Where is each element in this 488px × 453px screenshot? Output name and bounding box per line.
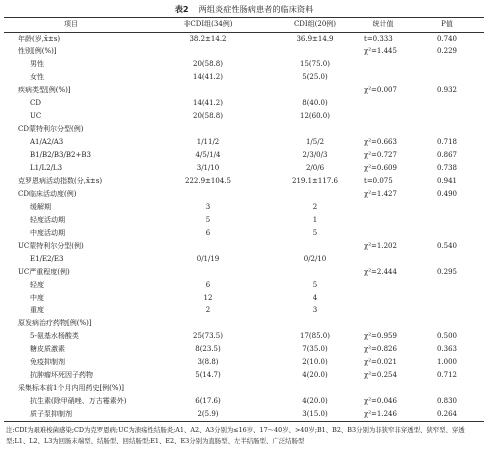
- cell-c4: χ²=1.202: [364, 241, 397, 250]
- cell-c3: 3: [312, 306, 318, 315]
- cell-c2: 25(73.5): [193, 332, 223, 341]
- table-row: [4, 382, 484, 395]
- cell-c2: 5: [205, 215, 211, 224]
- header-non-cdi: 非CDI组(34例): [183, 20, 233, 28]
- cell-c4: χ²=0.663: [364, 138, 397, 147]
- cell-c5: 0.540: [436, 241, 458, 250]
- table-row: [4, 240, 484, 253]
- cell-c3: 1: [312, 215, 318, 224]
- header-statistic: 统计值: [372, 20, 394, 28]
- cell-c5: 0.363: [436, 345, 458, 354]
- table-row: [4, 343, 484, 356]
- table-header-row: [4, 18, 484, 31]
- cell-c2: 14(41.2): [193, 73, 223, 82]
- cell-c2: 2(5.9): [197, 410, 219, 419]
- cell-c3: 17(85.0): [300, 332, 330, 341]
- cell-c1: UC严重程度(例): [18, 267, 70, 276]
- table-row: [4, 317, 484, 330]
- cell-c2: 20(58.8): [193, 60, 223, 69]
- table-row: [4, 71, 484, 84]
- cell-c5: 0.718: [436, 138, 458, 147]
- cell-c4: χ²=0.727: [364, 151, 397, 160]
- cell-c5: 0.229: [436, 47, 458, 56]
- cell-c1: 性别[例(%)]: [18, 47, 57, 56]
- table-row: [4, 356, 484, 369]
- cell-c2: 222.9±104.5: [185, 176, 231, 185]
- cell-c1: B1/B2/B3/B2+B3: [30, 151, 91, 160]
- cell-c1: 疾病类型[例(%)]: [18, 86, 71, 95]
- cell-c5: 0.500: [436, 332, 458, 341]
- table-footnote: 注:CDI为艰难梭菌感染;CD为克罗恩病;UC为溃疡性结肠炎;A1、A2、A3分别为≤16岁、17～40岁、>40岁;B1、B2、B3分别为非狭窄非穿透型、狭窄型、穿透型;L1、L2、L3为回肠末端型、结肠型、回结肠型;E1、E2、E3分别为直肠型、左半结肠型、广泛结肠型: [6, 426, 465, 445]
- cell-c2: 4/5/1/4: [195, 151, 221, 160]
- cell-c4: χ²=1.246: [364, 410, 397, 419]
- cell-c1: A1/A2/A3: [30, 138, 64, 147]
- table-row: [4, 266, 484, 279]
- cell-c3: 2/3/0/3: [302, 151, 328, 160]
- table-row: [4, 136, 484, 149]
- cell-c2: 8(23.5): [195, 345, 221, 354]
- cell-c2: 3/1/10: [196, 164, 220, 172]
- cell-c3: 1/5/2: [305, 138, 325, 147]
- cell-c2: 6(17.6): [195, 397, 221, 406]
- table-row: [4, 292, 484, 305]
- cell-c2: 6: [205, 280, 211, 289]
- cell-c2: 3(8.8): [197, 358, 219, 367]
- cell-c5: 0.740: [436, 34, 458, 43]
- cell-c5: 0.932: [436, 86, 458, 95]
- cell-c1: 重度: [30, 306, 44, 315]
- header-cdi: CDI组(20例): [293, 20, 337, 28]
- cell-c1: 轻度: [30, 280, 44, 289]
- cell-c3: 7(35.0): [302, 345, 328, 354]
- cell-c1: 克罗恩病活动指数(分,x̄±s): [18, 176, 103, 185]
- cell-c1: 原发病治疗药物[例(%)]: [18, 319, 92, 328]
- cell-c1: CD临床活动度(例): [18, 189, 77, 198]
- cell-c2: 14(41.2): [193, 99, 223, 108]
- cell-c4: χ²=0.959: [364, 332, 397, 341]
- cell-c3: 8(40.0): [302, 99, 328, 108]
- cell-c2: 2: [205, 306, 211, 315]
- cell-c1: 抗生素(除甲硝唑、万古霉素外): [30, 397, 127, 406]
- cell-c5: 0.264: [436, 410, 458, 419]
- table-row: [4, 330, 484, 343]
- cell-c1: 糖皮质激素: [30, 345, 65, 354]
- cell-c3: 5(25.0): [302, 73, 328, 82]
- cell-c2: 5(14.7): [195, 371, 221, 380]
- cell-c2: 20(58.8): [193, 112, 223, 121]
- table-title: [0, 4, 488, 14]
- cell-c3: 219.1±117.6: [292, 176, 338, 185]
- table-row: [4, 123, 484, 136]
- table-row: [4, 84, 484, 97]
- table-row: [4, 227, 484, 240]
- cell-c5: 0.738: [436, 164, 458, 172]
- cell-c2: 3: [205, 202, 211, 211]
- table-row: [4, 162, 484, 175]
- cell-c1: CD蒙特利尔分型(例): [18, 125, 84, 134]
- cell-c3: 2/0/6: [305, 164, 325, 172]
- cell-c3: 3(15.0): [302, 410, 328, 419]
- cell-c4: χ²=2.444: [364, 267, 397, 276]
- table-row: [4, 201, 484, 214]
- table-row: [4, 214, 484, 227]
- table-row: [4, 110, 484, 123]
- cell-c3: 4: [312, 293, 318, 302]
- cell-c1: 年龄(岁,x̄±s): [18, 34, 61, 43]
- table-row: [4, 58, 484, 71]
- table-row: [4, 369, 484, 382]
- cell-c1: 中度: [30, 293, 44, 302]
- cell-c1: 轻度活动期: [30, 215, 65, 224]
- cell-c1: 5-氨基水杨酸类: [30, 332, 79, 341]
- cell-c1: CD: [30, 99, 41, 108]
- cell-c1: 缓解期: [30, 202, 51, 211]
- cell-c5: 0.295: [436, 267, 458, 276]
- cell-c3: 4(20.0): [302, 397, 328, 406]
- table-caption: 两组炎症性肠病患者的临床资料: [198, 4, 314, 14]
- cell-c1: 采集标本前1个月内用药史[例(%)]: [18, 384, 125, 393]
- cell-c2: 1/11/2: [196, 138, 220, 147]
- cell-c3: 12(60.0): [300, 112, 330, 121]
- cell-c5: 0.941: [436, 176, 458, 185]
- bottom-rule: [4, 421, 484, 422]
- table-row: [4, 33, 484, 46]
- cell-c1: 抗肿瘤坏死因子药物: [30, 371, 93, 380]
- table-row: [4, 188, 484, 201]
- cell-c4: χ²=0.007: [364, 86, 397, 95]
- header-item: 项目: [64, 20, 78, 28]
- cell-c1: UC蒙特利尔分型(例): [18, 241, 84, 250]
- cell-c4: χ²=0.609: [364, 164, 397, 172]
- cell-c4: χ²=1.427: [364, 189, 397, 198]
- cell-c4: χ²=0.021: [364, 358, 397, 367]
- cell-c4: t=0.075: [364, 176, 393, 185]
- cell-c3: 5: [312, 228, 318, 237]
- cell-c3: 5: [312, 280, 318, 289]
- cell-c4: χ²=1.445: [364, 47, 397, 56]
- cell-c1: 女性: [30, 73, 44, 82]
- cell-c3: 2: [312, 202, 318, 211]
- cell-c1: E1/E2/E3: [30, 254, 64, 263]
- cell-c4: χ²=0.046: [364, 397, 397, 406]
- cell-c4: χ²=0.826: [364, 345, 397, 354]
- header-p-value: P值: [441, 20, 453, 28]
- cell-c2: 6: [205, 228, 211, 237]
- table-row: [4, 45, 484, 58]
- cell-c1: 中度活动期: [30, 228, 65, 237]
- table-number: 表2: [174, 4, 189, 14]
- table-row: [4, 149, 484, 162]
- cell-c3: 0/2/10: [303, 254, 327, 263]
- cell-c1: 免疫抑制剂: [30, 358, 65, 367]
- cell-c1: 男性: [30, 60, 44, 69]
- cell-c2: 12: [203, 293, 213, 302]
- table-row: [4, 395, 484, 408]
- cell-c4: t=0.333: [364, 34, 393, 43]
- cell-c5: 1.000: [436, 358, 458, 367]
- cell-c1: 质子泵抑制剂: [30, 410, 72, 419]
- table-row: [4, 279, 484, 292]
- cell-c3: 2(10.0): [302, 358, 328, 367]
- cell-c3: 36.9±14.9: [296, 34, 334, 43]
- cell-c5: 0.830: [436, 397, 458, 406]
- cell-c3: 15(75.0): [300, 60, 330, 69]
- cell-c5: 0.712: [436, 371, 458, 380]
- cell-c2: 0/1/19: [196, 254, 220, 263]
- cell-c1: UC: [30, 112, 42, 121]
- cell-c5: 0.867: [436, 151, 458, 160]
- cell-c5: 0.490: [436, 189, 458, 198]
- cell-c1: L1/L2/L3: [30, 164, 63, 172]
- table-row: [4, 97, 484, 110]
- table-row: [4, 253, 484, 266]
- table-row: [4, 408, 484, 421]
- cell-c3: 4(20.0): [302, 371, 328, 380]
- cell-c2: 38.2±14.2: [189, 34, 227, 43]
- table-row: [4, 304, 484, 317]
- cell-c4: χ²=0.254: [364, 371, 397, 380]
- table-row: [4, 175, 484, 188]
